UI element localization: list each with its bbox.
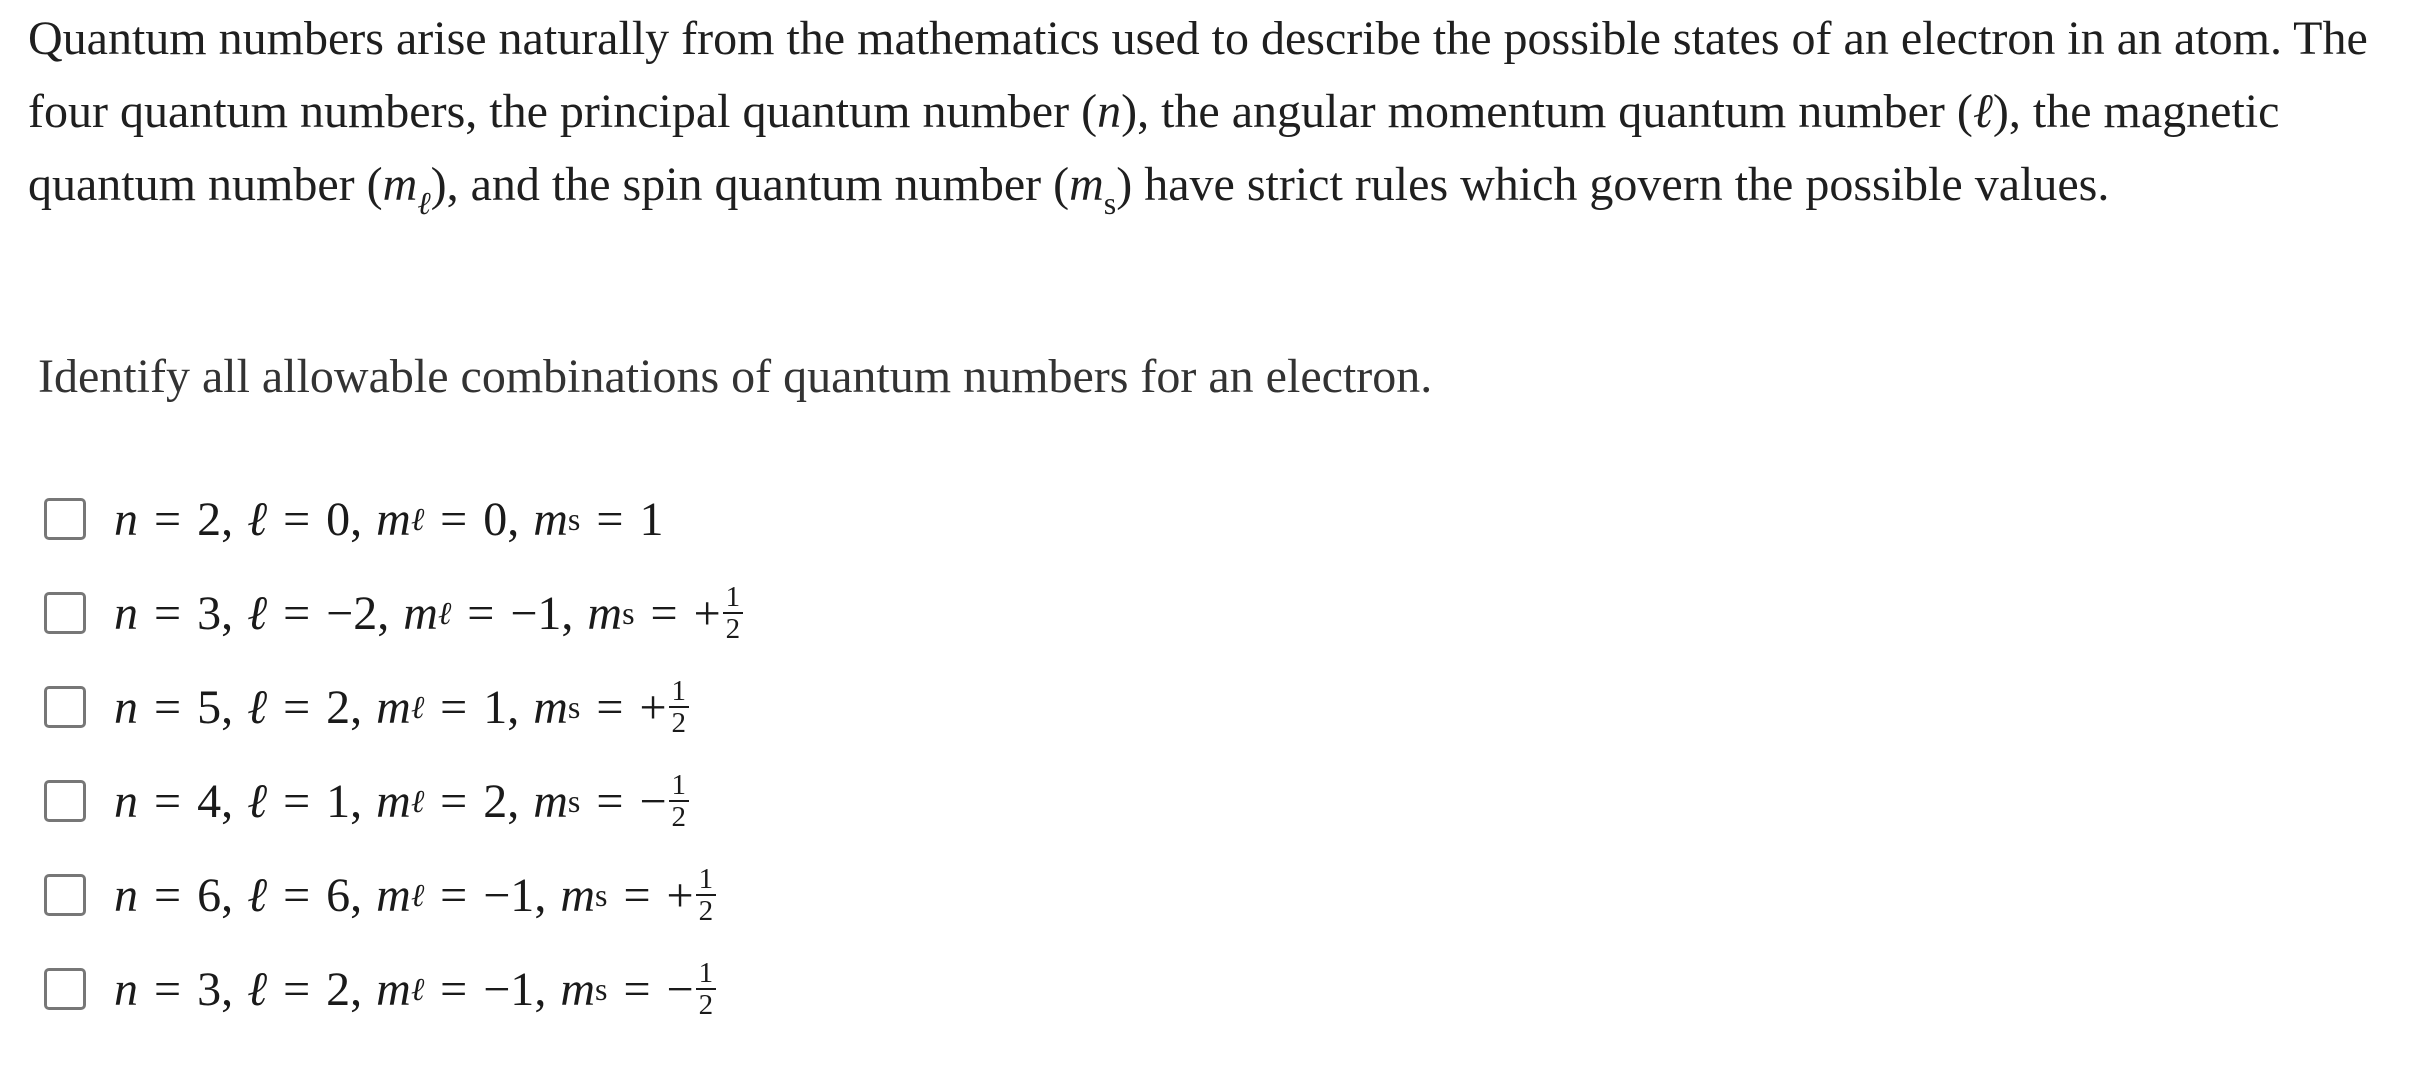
comma: , <box>534 868 547 922</box>
intro-text: ), the magnetic quantum number ( <box>28 85 2280 211</box>
comma: , <box>350 492 363 546</box>
symbol-m: m <box>1069 158 1104 211</box>
equals-sign: = <box>623 868 651 922</box>
symbol-l: ℓ <box>1972 85 1993 138</box>
ml-value: −1 <box>510 586 562 640</box>
comma: , <box>221 868 234 922</box>
symbol-n: n <box>1097 85 1122 138</box>
comma: , <box>221 492 234 546</box>
symbol-m: m <box>382 158 418 211</box>
option-equation <box>114 676 689 738</box>
intro-text: ), and the spin quantum number ( <box>430 158 1070 211</box>
symbol-l: ℓ <box>247 774 268 828</box>
ms-sign: + <box>666 868 694 922</box>
answer-option[interactable] <box>44 660 743 754</box>
equals-sign: = <box>283 868 311 922</box>
symbol-m: m <box>533 492 568 546</box>
fraction-numerator: 1 <box>723 582 744 614</box>
symbol-l: ℓ <box>247 868 268 922</box>
symbol-m: m <box>587 586 623 640</box>
ms-subscript: s <box>567 782 581 819</box>
symbol-m: m <box>560 868 595 922</box>
equals-sign: = <box>440 868 468 922</box>
fraction-numerator: 1 <box>696 864 717 896</box>
symbol-n: n <box>114 586 138 640</box>
intro-text: ) have strict rules which govern the possible values. <box>1116 158 2110 211</box>
symbol-l: ℓ <box>247 680 268 734</box>
equals-sign: = <box>154 492 182 546</box>
intro-text: ), the angular momentum quantum number ( <box>1121 85 1973 138</box>
equals-sign: = <box>283 962 311 1016</box>
symbol-n: n <box>114 492 138 546</box>
answer-option[interactable] <box>44 472 743 566</box>
symbol-ms-subscript: s <box>1103 185 1117 221</box>
ml-subscript: ℓ <box>410 500 425 537</box>
equals-sign: = <box>154 962 182 1016</box>
option-equation <box>114 582 743 644</box>
l-value: 2 <box>326 962 351 1016</box>
comma: , <box>507 492 520 546</box>
checkbox[interactable] <box>44 968 86 1010</box>
equals-sign: = <box>154 586 182 640</box>
equals-sign: = <box>467 586 495 640</box>
symbol-m: m <box>533 680 568 734</box>
ml-value: 0 <box>483 492 508 546</box>
equals-sign: = <box>440 492 468 546</box>
fraction-denominator: 2 <box>698 989 714 1021</box>
comma: , <box>350 774 363 828</box>
symbol-n: n <box>114 680 138 734</box>
ms-subscript: s <box>594 876 608 913</box>
equals-sign: = <box>283 774 311 828</box>
fraction-numerator: 1 <box>669 676 690 708</box>
equals-sign: = <box>596 492 624 546</box>
ms-sign: − <box>666 962 694 1016</box>
symbol-m: m <box>560 962 595 1016</box>
intro-paragraph <box>28 2 2418 240</box>
symbol-m: m <box>533 774 568 828</box>
comma: , <box>350 962 363 1016</box>
fraction-denominator: 2 <box>725 613 741 645</box>
comma: , <box>534 962 547 1016</box>
ml-value: −1 <box>483 868 535 922</box>
symbol-n: n <box>114 774 138 828</box>
equals-sign: = <box>154 680 182 734</box>
l-value: −2 <box>326 586 378 640</box>
ml-subscript: ℓ <box>410 688 425 725</box>
equals-sign: = <box>283 680 311 734</box>
symbol-m: m <box>376 962 411 1016</box>
ms-subscript: s <box>594 970 608 1007</box>
checkbox[interactable] <box>44 498 86 540</box>
fraction-numerator: 1 <box>696 958 717 990</box>
ms-subscript: s <box>622 594 635 631</box>
answer-option[interactable] <box>44 566 743 660</box>
ms-sign: + <box>639 680 667 734</box>
ms-fraction <box>723 582 744 644</box>
option-equation <box>114 958 716 1020</box>
checkbox[interactable] <box>44 874 86 916</box>
symbol-l: ℓ <box>247 962 268 1016</box>
equals-sign: = <box>283 586 311 640</box>
checkbox[interactable] <box>44 592 86 634</box>
option-equation <box>114 492 663 547</box>
equals-sign: = <box>650 586 678 640</box>
ms-sign: + <box>693 586 721 640</box>
n-value: 2 <box>197 492 222 546</box>
symbol-n: n <box>114 962 138 1016</box>
ms-subscript: s <box>567 500 581 537</box>
n-value: 3 <box>197 962 222 1016</box>
option-equation <box>114 864 716 926</box>
equals-sign: = <box>440 680 468 734</box>
answer-option[interactable] <box>44 848 743 942</box>
symbol-l: ℓ <box>247 586 268 640</box>
intro-text: Quantum numbers arise naturally from the mathematics used to describe the possible states of an electron in an atom. The four quantum numbers, the principal quantum number ( <box>28 12 2368 138</box>
l-value: 1 <box>326 774 351 828</box>
fraction-denominator: 2 <box>671 801 687 833</box>
fraction-numerator: 1 <box>669 770 690 802</box>
ml-subscript: ℓ <box>410 876 425 913</box>
fraction-denominator: 2 <box>671 707 687 739</box>
l-value: 2 <box>326 680 351 734</box>
checkbox[interactable] <box>44 686 86 728</box>
equals-sign: = <box>596 680 624 734</box>
ml-subscript: ℓ <box>437 594 452 631</box>
symbol-m: m <box>376 680 411 734</box>
symbol-m: m <box>376 492 411 546</box>
equals-sign: = <box>283 492 311 546</box>
comma: , <box>221 680 234 734</box>
comma: , <box>377 586 390 640</box>
n-value: 3 <box>197 586 222 640</box>
ms-subscript: s <box>567 688 581 725</box>
fraction-denominator: 2 <box>698 895 714 927</box>
l-value: 0 <box>326 492 351 546</box>
comma: , <box>561 586 574 640</box>
symbol-m: m <box>376 868 411 922</box>
answer-option[interactable] <box>44 942 743 1036</box>
equals-sign: = <box>623 962 651 1016</box>
ms-fraction <box>669 676 690 738</box>
ml-value: 2 <box>483 774 508 828</box>
n-value: 4 <box>197 774 222 828</box>
ms-value: 1 <box>639 492 664 546</box>
ml-subscript: ℓ <box>410 970 425 1007</box>
option-equation <box>114 770 689 832</box>
symbol-m: m <box>376 774 411 828</box>
ms-sign: − <box>639 774 667 828</box>
ml-value: 1 <box>483 680 508 734</box>
question-prompt: Identify all allowable combinations of quantum numbers for an electron. <box>38 350 1433 403</box>
comma: , <box>350 868 363 922</box>
checkbox[interactable] <box>44 780 86 822</box>
equals-sign: = <box>440 774 468 828</box>
answer-options <box>44 472 743 1036</box>
ml-value: −1 <box>483 962 535 1016</box>
symbol-m: m <box>403 586 438 640</box>
comma: , <box>221 774 234 828</box>
equals-sign: = <box>596 774 624 828</box>
symbol-n: n <box>114 868 138 922</box>
equals-sign: = <box>154 868 182 922</box>
symbol-l: ℓ <box>247 492 268 546</box>
ml-subscript: ℓ <box>410 782 425 819</box>
ms-fraction <box>669 770 690 832</box>
ms-fraction <box>696 958 717 1020</box>
answer-option[interactable] <box>44 754 743 848</box>
comma: , <box>507 774 520 828</box>
equals-sign: = <box>154 774 182 828</box>
ms-fraction <box>696 864 717 926</box>
symbol-ml-subscript: ℓ <box>417 185 431 221</box>
n-value: 6 <box>197 868 222 922</box>
comma: , <box>221 586 234 640</box>
l-value: 6 <box>326 868 351 922</box>
equals-sign: = <box>440 962 468 1016</box>
comma: , <box>221 962 234 1016</box>
comma: , <box>507 680 520 734</box>
n-value: 5 <box>197 680 222 734</box>
comma: , <box>350 680 363 734</box>
